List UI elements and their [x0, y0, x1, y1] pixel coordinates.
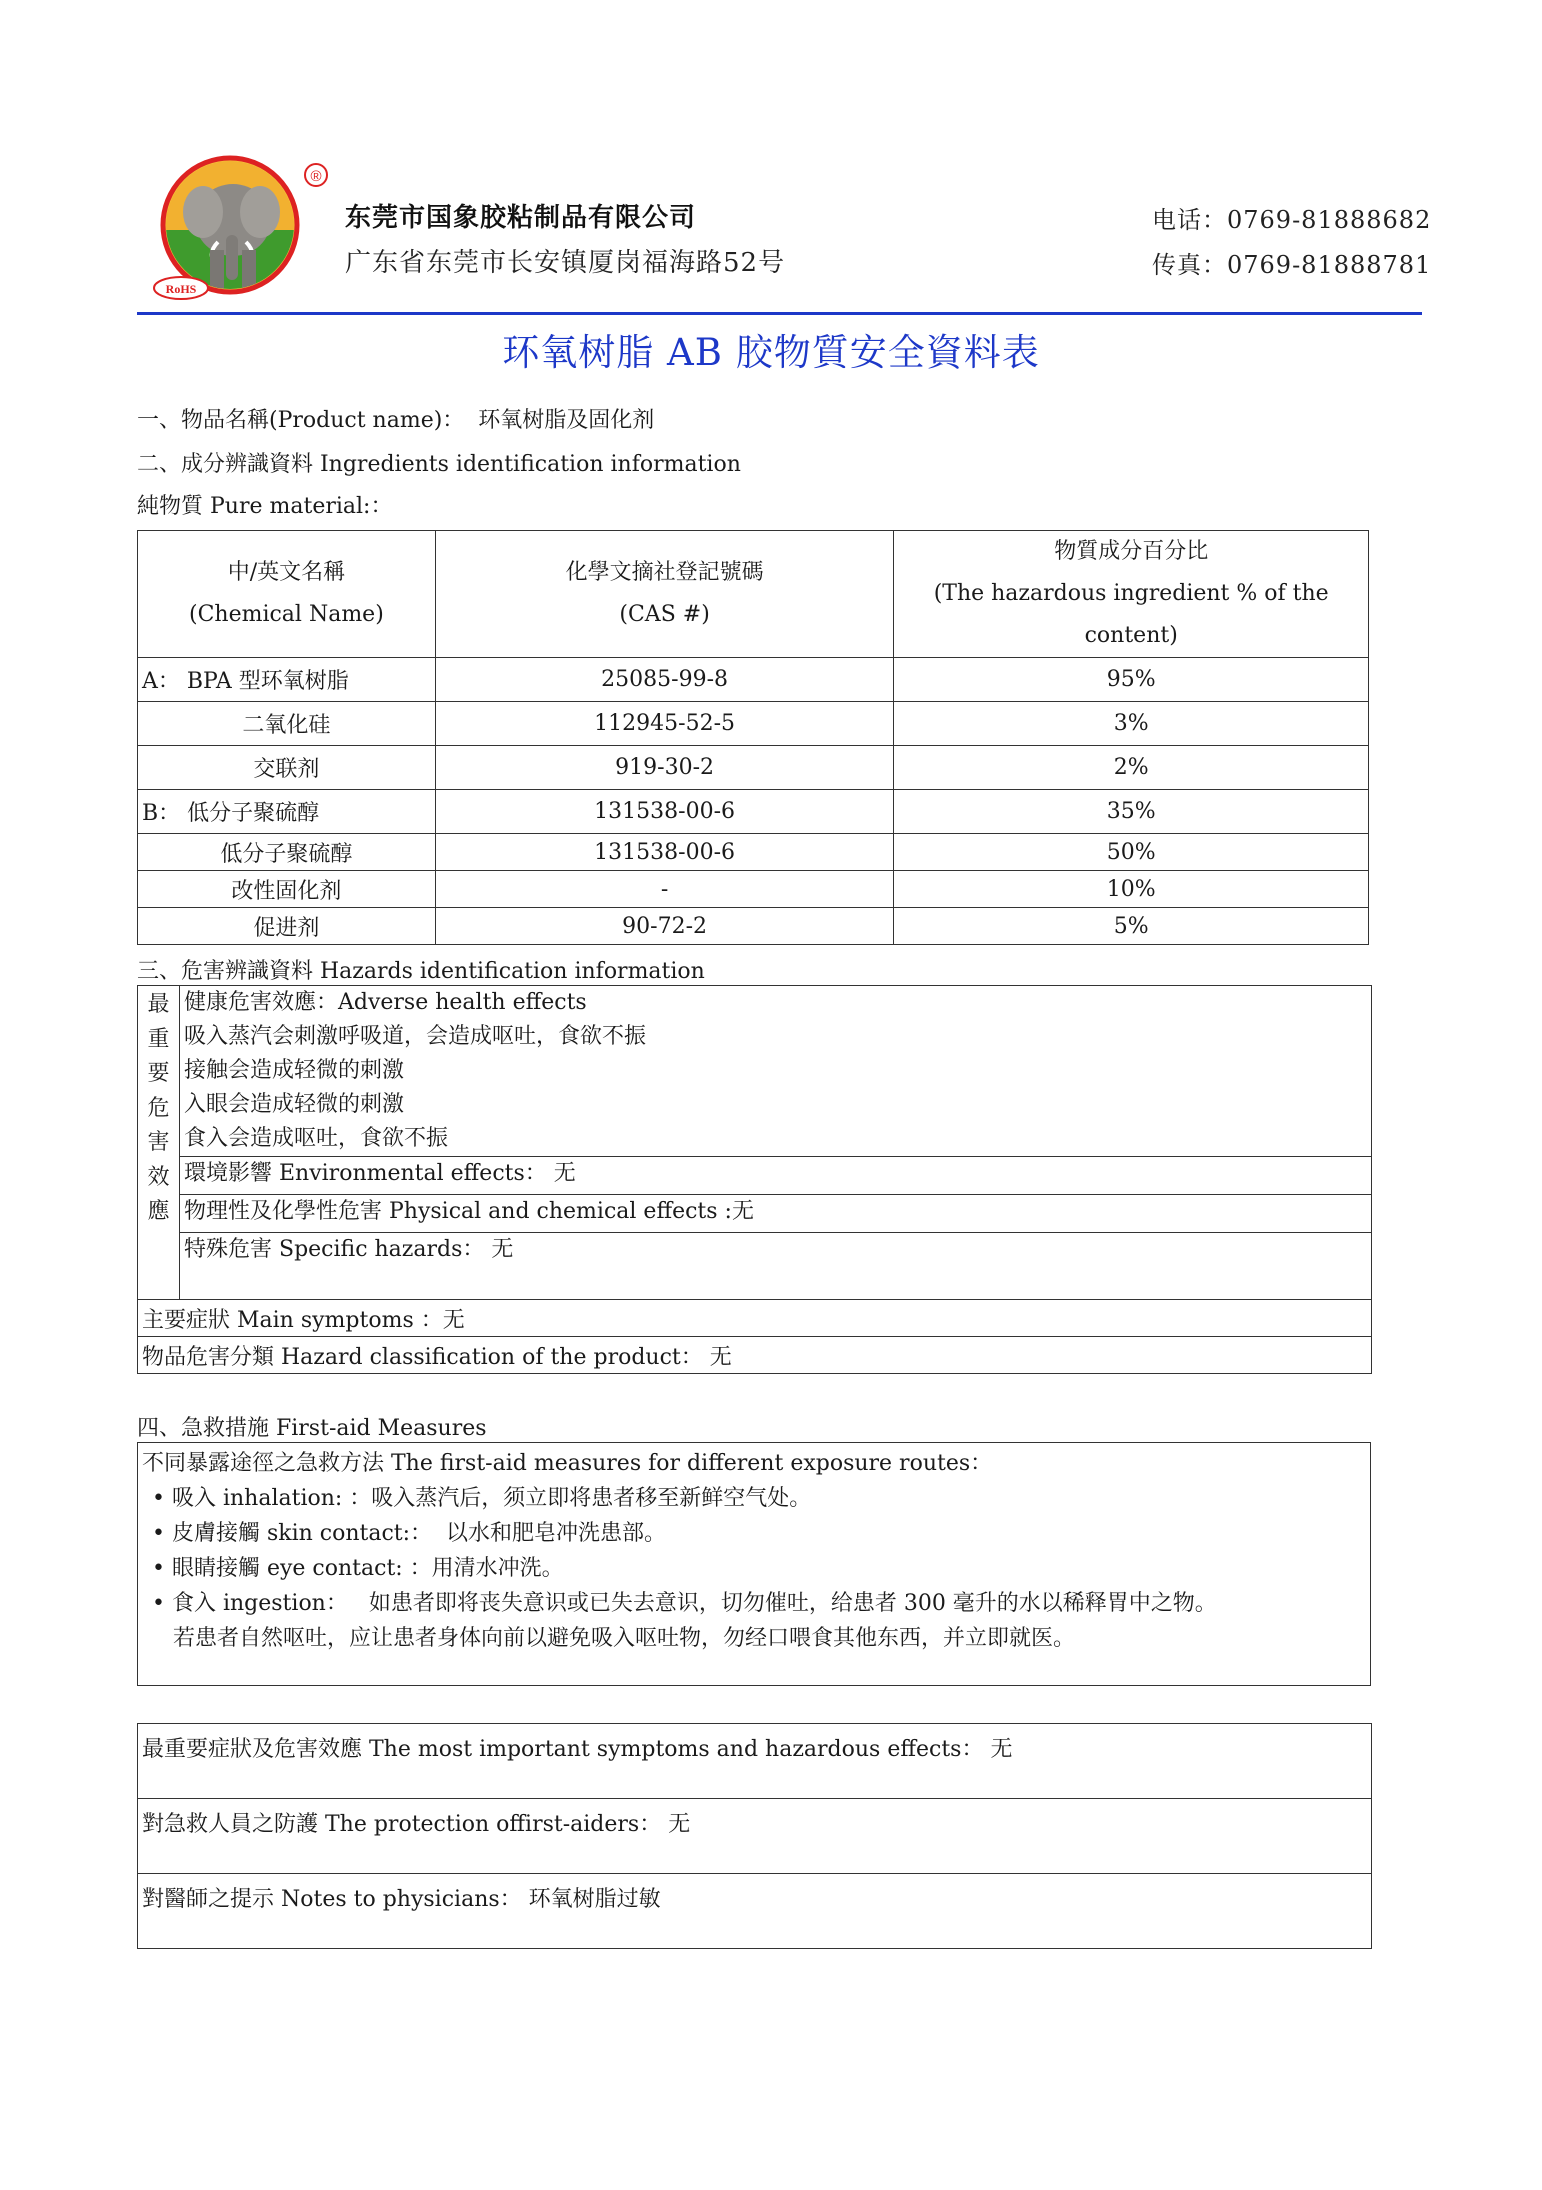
specific-hazards: 特殊危害 Specific hazards： 无: [180, 1233, 1372, 1300]
first-aid-box: [137, 1442, 1371, 1686]
percent: 10%: [894, 871, 1369, 908]
health-item: 吸入蒸汽会刺激呼吸道，会造成呕吐，食欲不振: [184, 1024, 647, 1049]
notes-to-physicians: 對醫師之提示 Notes to physicians： 环氧树脂过敏: [138, 1874, 1372, 1949]
document-title: 环氧树脂 AB 胶物質安全資料表: [502, 331, 1040, 374]
company-logo: [148, 150, 338, 310]
health-item: 接触会造成轻微的刺激: [184, 1058, 405, 1083]
percent: 35%: [894, 790, 1369, 834]
company-address: 广东省东莞市长安镇厦岗福海路52号: [345, 248, 786, 278]
cas-number: 919-30-2: [435, 746, 894, 790]
contact-block: [1152, 200, 1431, 290]
first-aid-skin: • 皮膚接觸 skin contact:： 以水和肥皂冲洗患部。: [152, 1521, 667, 1546]
section-ingredients: 二、成分辨識資料 Ingredients identification information: [137, 452, 741, 477]
chemical-name: 交联剂: [138, 746, 436, 790]
first-aid-ingestion: • 食入 ingestion： 如患者即将丧失意识或已失去意识，切勿催吐，给患者 300 毫升的水以稀释胃中之物。: [152, 1591, 1217, 1616]
cas-number: 131538-00-6: [435, 790, 894, 834]
hazard-classification: 物品危害分類 Hazard classification of the product： 无: [138, 1337, 1372, 1374]
rohs-badge: RoHS: [165, 282, 197, 296]
chemical-name: A： BPA 型环氧树脂: [138, 658, 436, 702]
table-header-row: [138, 531, 1369, 658]
health-item: 食入会造成呕吐，食欲不振: [184, 1126, 449, 1151]
additional-info-table: [137, 1723, 1372, 1949]
chemical-name: 二氧化硅: [138, 702, 436, 746]
cas-number: 112945-52-5: [435, 702, 894, 746]
company-name: 东莞市国象胶粘制品有限公司: [345, 203, 697, 233]
table-row: [138, 658, 1369, 702]
header-percent: 物質成分百分比 (The hazardous ingredient % of the content): [894, 531, 1369, 658]
most-important-hazards-label: 最 重 要 危 害 效 應: [138, 986, 180, 1300]
chemical-name: B： 低分子聚硫醇: [138, 790, 436, 834]
cas-number: -: [435, 871, 894, 908]
health-heading: 健康危害效應：Adverse health effects: [184, 990, 587, 1015]
environmental-effects: 環境影響 Environmental effects： 无: [180, 1157, 1372, 1195]
health-item: 入眼会造成轻微的刺激: [184, 1092, 405, 1117]
table-row: [138, 790, 1369, 834]
ingredients-table: [137, 530, 1369, 945]
header-rule: [137, 312, 1422, 315]
cas-number: 131538-00-6: [435, 834, 894, 871]
header-cas: 化學文摘社登記號碼 (CAS #): [435, 531, 894, 658]
chemical-name: 低分子聚硫醇: [138, 834, 436, 871]
section-first-aid: 四、急救措施 First-aid Measures: [137, 1416, 487, 1441]
first-aid-eye: • 眼睛接觸 eye contact: ：用清水冲洗。: [152, 1556, 564, 1581]
health-effects-cell: [180, 986, 1372, 1157]
table-row: [138, 746, 1369, 790]
percent: 2%: [894, 746, 1369, 790]
first-aid-ingestion-cont: 若患者自然呕吐，应让患者身体向前以避免吸入呕吐物，勿经口喂食其他东西，并立即就医。: [152, 1626, 1075, 1651]
cas-number: 25085-99-8: [435, 658, 894, 702]
pure-material-label: 純物質 Pure material:：: [137, 494, 393, 519]
registered-mark: ®: [310, 168, 322, 185]
fax: 传真：0769-81888781: [1152, 251, 1432, 279]
first-aid-inhalation: • 吸入 inhalation: ：吸入蒸汽后，须立即将患者移至新鲜空气处。: [152, 1486, 812, 1511]
chemical-name: 促进剂: [138, 908, 436, 945]
physical-chemical-effects: 物理性及化學性危害 Physical and chemical effects :无: [180, 1195, 1372, 1233]
header-chemical-name: 中/英文名稱 (Chemical Name): [138, 531, 436, 658]
table-row: [138, 871, 1369, 908]
table-row: [138, 834, 1369, 871]
section-product-name: 一、物品名稱(Product name)： 环氧树脂及固化剂: [137, 408, 655, 433]
hazards-table: [137, 985, 1372, 1374]
percent: 3%: [894, 702, 1369, 746]
main-symptoms: 主要症狀 Main symptoms ：无: [138, 1300, 1372, 1337]
table-row: [138, 908, 1369, 945]
percent: 95%: [894, 658, 1369, 702]
important-symptoms: 最重要症狀及危害效應 The most important symptoms and hazardous effects： 无: [138, 1724, 1372, 1799]
phone: 电话：0769-81888682: [1152, 206, 1432, 234]
cas-number: 90-72-2: [435, 908, 894, 945]
table-row: [138, 702, 1369, 746]
company-block: [345, 197, 785, 279]
chemical-name: 改性固化剂: [138, 871, 436, 908]
first-aid-intro: 不同暴露途徑之急救方法 The first-aid measures for different exposure routes：: [142, 1451, 993, 1476]
percent: 5%: [894, 908, 1369, 945]
section-hazards: 三、危害辨識資料 Hazards identification information: [137, 959, 705, 984]
first-aider-protection: 對急救人員之防護 The protection offirst-aiders： 无: [138, 1799, 1372, 1874]
percent: 50%: [894, 834, 1369, 871]
